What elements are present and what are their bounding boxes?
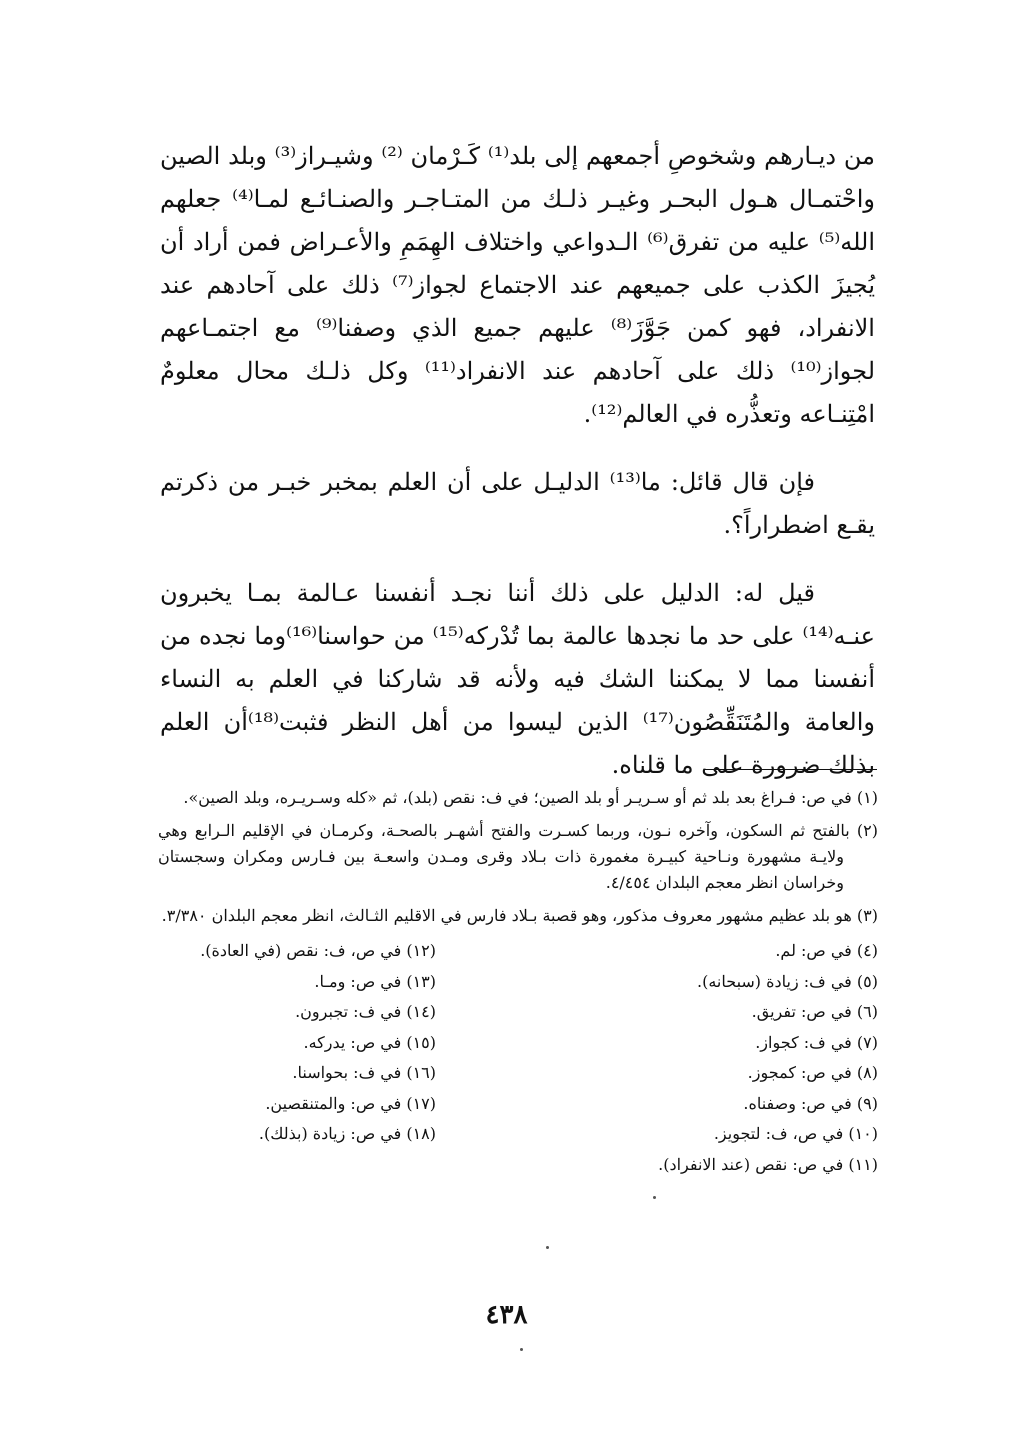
- paragraph-2: فإن قال قائل: ما⁽¹³⁾ الدليـل على أن العلم بمخبر خبـر من ذكرتم يقـع اضطراراً؟.: [160, 468, 875, 539]
- footnote-16: (١٦) في ف: بحواسنا.: [292, 1063, 436, 1082]
- footnote-5: (٥) في ف: زيادة (سبحانه).: [697, 971, 878, 991]
- footnote-10: (١٠) في ص، ف: لتجويز.: [713, 1124, 878, 1143]
- footnote-column-right: [598, 936, 878, 1180]
- footnote-3: (٣) هو بلد عظيم مشهور معروف مذكور، وهو قصبة بـلاد فارس في الاقليم الثـالث، انظر معجم البلدان ٣/٣٨٠.: [161, 906, 878, 925]
- footnotes: [158, 785, 878, 1186]
- footnote-2: (٢) بالفتح ثم السكون، وآخره نـون، وربما كسـرت والفتح أشهـر بالصحـة، وكرمـان في الإقليم الـرابع وهي ولايـة مشهورة ونـاحية كبيـرة مغمورة ذات بـلاد وقرى ومـدن واسعـة بين فـارس ومكران وسجستان وخراسان انظر معجم البلدان ٤/٤٥٤.: [158, 821, 878, 892]
- footnote-14: (١٤) في ف: تجبرون.: [295, 1002, 436, 1021]
- footnote-18: (١٨) في ص: زيادة (بذلك).: [258, 1124, 436, 1143]
- footnote-15: (١٥) في ص: يدركه.: [303, 1032, 436, 1052]
- footnote-7: (٧) في ف: كجواز.: [755, 1032, 878, 1052]
- footnote-17: (١٧) في ص: والمتنقصين.: [265, 1093, 436, 1113]
- scan-speck: [520, 1348, 523, 1351]
- footnote-9: (٩) في ص: وصفناه.: [743, 1093, 878, 1113]
- footnote-1: (١) في ص: فـراغ بعد بلد ثم أو سـريـر أو بلد الصين؛ في ف: نقص (بلد)، ثم «كله وسـريـره، وبلد الصين».: [183, 788, 878, 807]
- paragraph-1: من ديـارهم وشخوصِ أجمعهم إلى بلد⁽¹⁾ كَـرْمان ⁽²⁾ وشيـراز⁽³⁾ وبلد الصين واحْتمـال هـول البحـر وغيـر ذلـك من المتـاجـر والصنـائـع لمـا⁽⁴⁾ جعلهم الله⁽⁵⁾ عليه من تفرق⁽⁶⁾ الـدواعي واختلاف الهِمَمِ والأعـراض فمن أراد أن يُجيزَ الكذب على جميعهم عند الاجتماع لجواز⁽⁷⁾ ذلك على آحادهم عند الانفراد، فهو كمن جَوَّزَ⁽⁸⁾ عليهم جميع الذي وصفنا⁽⁹⁾ مع اجتمـاعهم لجواز⁽¹⁰⁾ ذلك على آحادهم عند الانفراد⁽¹¹⁾ وكل ذلـك محال معلومٌ امْتِنـاعه وتعذُّره في العالم⁽¹²⁾.: [160, 142, 876, 428]
- page-number: ٤٣٨: [485, 1300, 528, 1330]
- footnote-separator: [705, 769, 877, 770]
- main-text: [160, 135, 875, 812]
- scan-speck: [653, 1196, 656, 1199]
- footnote-13: (١٣) في ص: ومـا.: [314, 971, 436, 991]
- footnote-columns: [158, 936, 878, 1186]
- paragraph-3: قيل له: الدليل على ذلك أننا نجـد أنفسنا عـالمة بمـا يخبرون عنـه⁽¹⁴⁾ على حد ما نجدها عالمة بما تُدْركه⁽¹⁵⁾ من حواسنا⁽¹⁶⁾وما نجده من أنفسنا مما لا يمكننا الشك فيه ولأنه قد شاركنا في العلم به النساء والعامة والمُتَنَقِّصُون⁽¹⁷⁾ الذين ليسوا من أهل النظر فثبت⁽¹⁸⁾أن العلم بذلك ضرورة على ما قلناه.: [160, 579, 875, 779]
- footnote-11: (١١) في ص: نقص (عند الانفراد).: [658, 1154, 878, 1174]
- footnote-column-left: [136, 936, 436, 1150]
- footnote-8: (٨) في ص: كمجوز.: [747, 1063, 878, 1082]
- footnote-6: (٦) في ص: تفريق.: [751, 1002, 878, 1021]
- footnote-12: (١٢) في ص، ف: نقص (في العادة).: [200, 941, 436, 960]
- footnote-4: (٤) في ص: لم.: [775, 941, 878, 960]
- scan-speck: [546, 1246, 549, 1249]
